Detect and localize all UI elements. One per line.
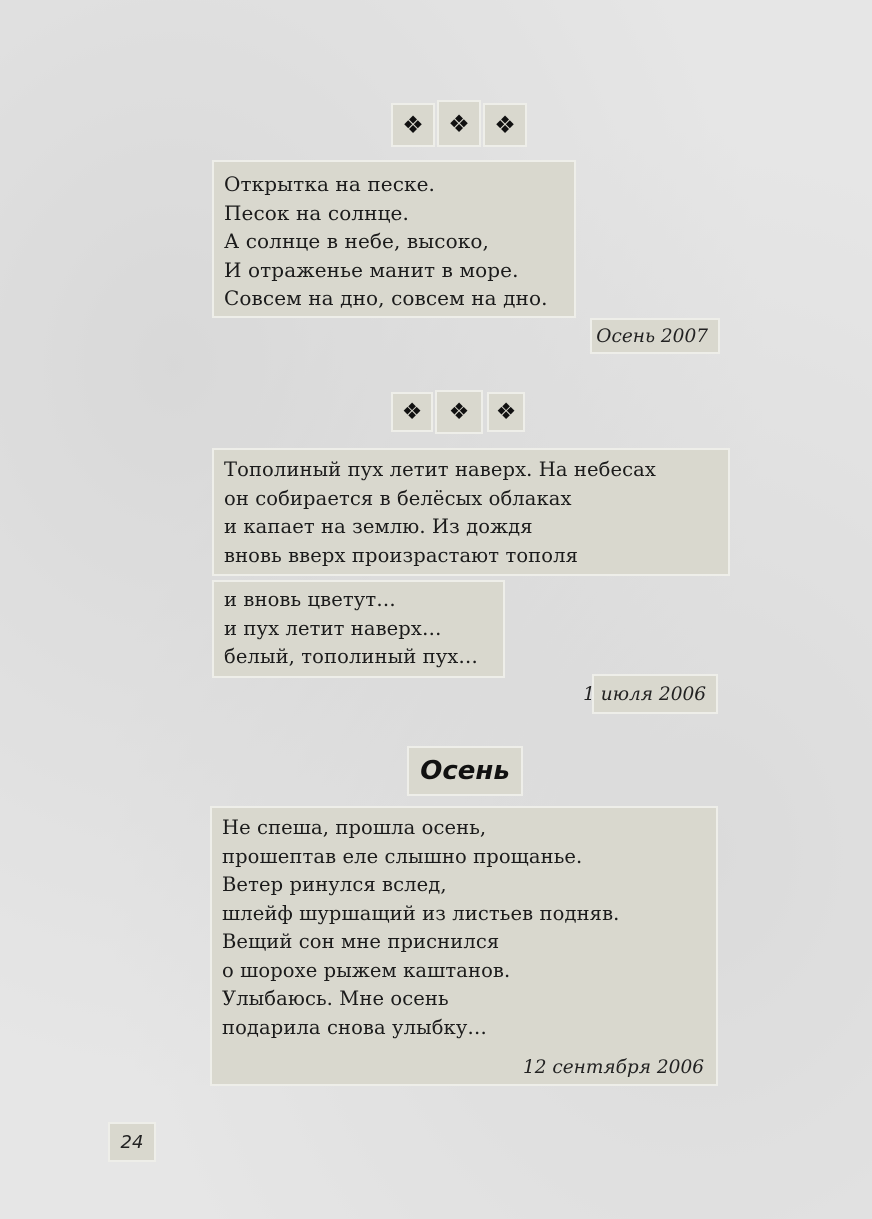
diamond-ornament-icon: ❖ [402,111,424,139]
poem-3-title: Осень [407,746,523,796]
poem-2-date: 1 июля 2006 [592,674,718,714]
ornament-1c [483,103,527,147]
page-number: 24 [108,1122,156,1162]
poem-1-text: Открытка на песке. Песок на солнце. А солнце в небе, высоко, И отраженье манит в море. Совсем на дно, совсем на дно. [224,172,548,310]
diamond-ornament-icon: ❖ [401,399,423,425]
poem-2-text-part1: Тополиный пух летит наверх. На небесах он собирается в белёсых облаках и капает на землю. Из дождя вновь вверх произрастают тополя [224,458,656,567]
ornament-2a [391,392,433,432]
ornament-2b [435,390,483,434]
poem-3-text: Не спеша, прошла осень, прошептав еле слышно прощанье. Ветер ринулся вслед, шлейф шуршащий из листьев подняв. Вещий сон мне приснился о шорохе рыжем каштанов. Улыбаюсь. Мне осень подарила снова улыбку… [222,816,620,1039]
ornament-2c [487,392,525,432]
diamond-ornament-icon: ❖ [495,399,517,425]
poem-2-text-part2: и вновь цветут… и пух летит наверх… белый, тополиный пух… [224,588,479,668]
diamond-ornament-icon: ❖ [448,399,470,425]
poem-3-date: 12 сентября 2006 [522,1056,704,1078]
ornament-1b [437,100,481,147]
poem-1-date: Осень 2007 [590,318,720,354]
diamond-ornament-icon: ❖ [494,111,516,139]
ornament-1a [391,103,435,147]
diamond-ornament-icon: ❖ [448,109,470,138]
